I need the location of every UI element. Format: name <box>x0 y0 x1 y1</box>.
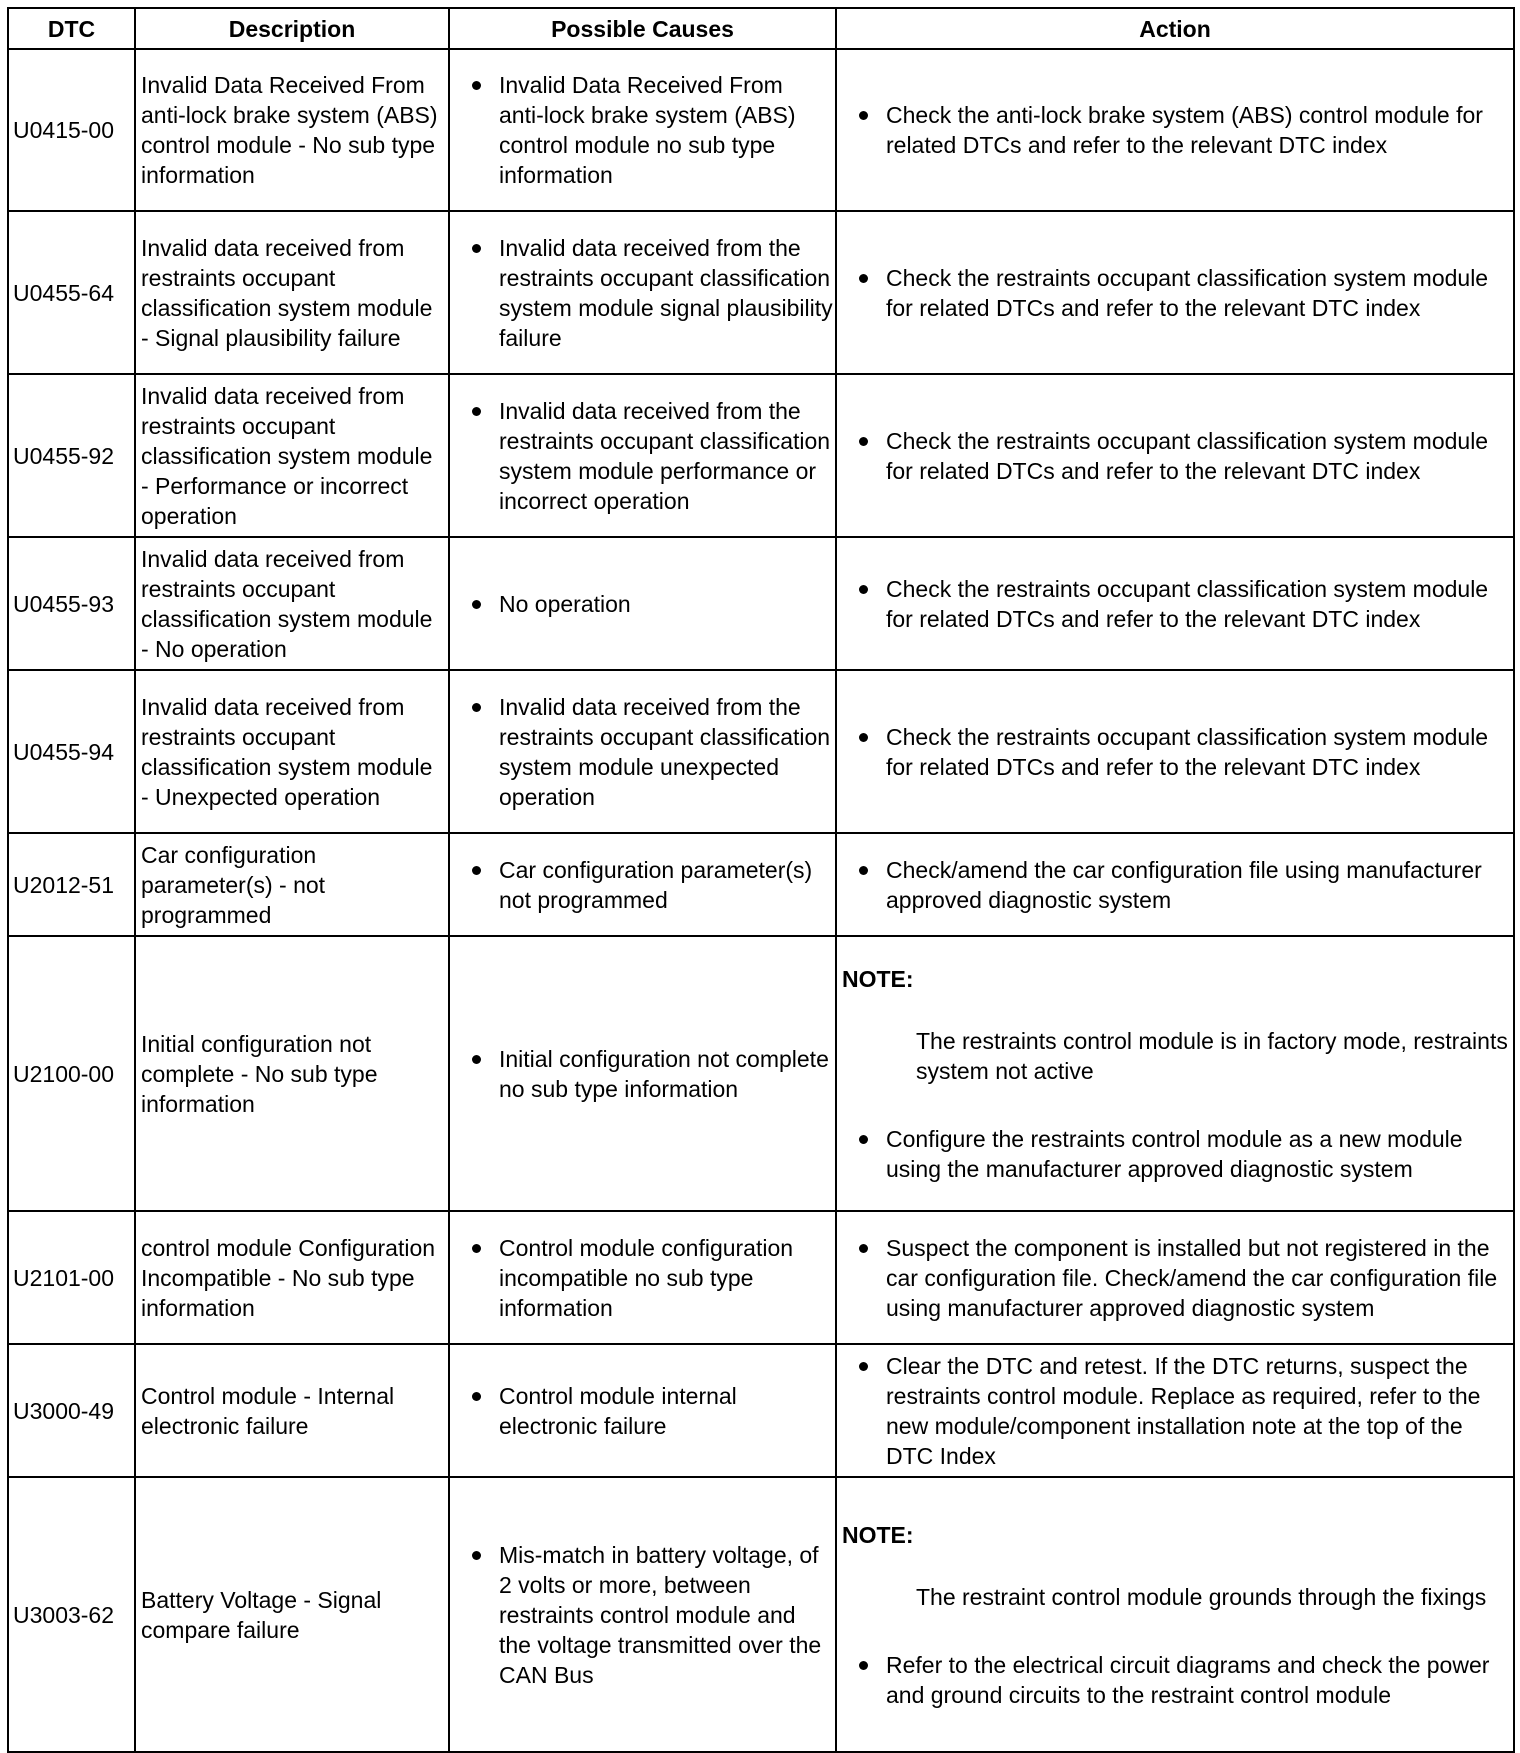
causes-cell <box>449 537 836 670</box>
action-item: Check the anti-lock brake system (ABS) control module for related DTCs and refer to the relevant DTC index <box>842 100 1511 160</box>
cause-item: No operation <box>455 589 833 619</box>
header-possible-causes: Possible Causes <box>449 8 836 49</box>
action-item: Check the restraints occupant classification system module for related DTCs and refer to the relevant DTC index <box>842 426 1511 486</box>
causes-cell <box>449 49 836 211</box>
dtc-code: U0455-92 <box>8 374 135 537</box>
dtc-code: U0455-64 <box>8 211 135 374</box>
header-row <box>8 8 1514 49</box>
table-row <box>8 670 1514 833</box>
header-dtc: DTC <box>8 8 135 49</box>
note-text: The restraints control module is in factory mode, restraints system not active <box>916 1027 1508 1084</box>
description-cell: Car configuration parameter(s) - not programmed <box>135 833 449 936</box>
action-item: Check the restraints occupant classification system module for related DTCs and refer to the relevant DTC index <box>842 263 1511 323</box>
cause-item: Initial configuration not complete no sub type information <box>455 1044 833 1104</box>
causes-cell <box>449 1211 836 1344</box>
dtc-code: U2012-51 <box>8 833 135 936</box>
cause-item: Invalid data received from the restraints occupant classification system module unexpected operation <box>455 692 833 812</box>
causes-cell <box>449 833 836 936</box>
description-cell: Invalid data received from restraints occupant classification system module - Unexpected operation <box>135 670 449 833</box>
action-item: Clear the DTC and retest. If the DTC returns, suspect the restraints control module. Replace as required, refer to the new module/component installation note at the top of the DTC Index <box>842 1351 1511 1471</box>
header-action: Action <box>836 8 1514 49</box>
action-item: Configure the restraints control module as a new module using the manufacturer approved diagnostic system <box>842 1124 1511 1184</box>
cause-item: Control module internal electronic failure <box>455 1381 833 1441</box>
action-cell <box>836 833 1514 936</box>
dtc-code: U3000-49 <box>8 1344 135 1477</box>
note-text: The restraint control module grounds through the fixings <box>916 1583 1487 1610</box>
action-item: Refer to the electrical circuit diagrams and check the power and ground circuits to the restraint control module <box>842 1650 1511 1710</box>
causes-cell <box>449 1477 836 1752</box>
action-cell <box>836 537 1514 670</box>
causes-cell <box>449 670 836 833</box>
table-row <box>8 936 1514 1211</box>
table-row <box>8 211 1514 374</box>
description-cell: Control module - Internal electronic failure <box>135 1344 449 1477</box>
dtc-code: U0415-00 <box>8 49 135 211</box>
dtc-table <box>7 7 1515 1753</box>
dtc-code: U2101-00 <box>8 1211 135 1344</box>
cause-item: Mis-match in battery voltage, of 2 volts or more, between restraints control module and the voltage transmitted over the CAN Bus <box>455 1540 833 1690</box>
dtc-code: U0455-93 <box>8 537 135 670</box>
note-label: NOTE: <box>842 1521 914 1548</box>
note-label: NOTE: <box>842 965 914 992</box>
table-row <box>8 49 1514 211</box>
cause-item: Control module configuration incompatible no sub type information <box>455 1233 833 1323</box>
dtc-code: U3003-62 <box>8 1477 135 1752</box>
action-cell <box>836 374 1514 537</box>
dtc-code: U0455-94 <box>8 670 135 833</box>
causes-cell <box>449 936 836 1211</box>
action-cell <box>836 1344 1514 1477</box>
description-cell: Invalid Data Received From anti-lock brake system (ABS) control module - No sub type information <box>135 49 449 211</box>
cause-item: Invalid data received from the restraints occupant classification system module signal plausibility failure <box>455 233 833 353</box>
action-item: Check the restraints occupant classification system module for related DTCs and refer to the relevant DTC index <box>842 722 1511 782</box>
causes-cell <box>449 1344 836 1477</box>
action-cell <box>836 49 1514 211</box>
cause-item: Invalid data received from the restraints occupant classification system module performance or incorrect operation <box>455 396 833 516</box>
action-item: Check/amend the car configuration file using manufacturer approved diagnostic system <box>842 855 1511 915</box>
description-cell: Invalid data received from restraints occupant classification system module - Performance or incorrect operation <box>135 374 449 537</box>
cause-item: Invalid Data Received From anti-lock brake system (ABS) control module no sub type information <box>455 70 833 190</box>
dtc-code: U2100-00 <box>8 936 135 1211</box>
action-item: Suspect the component is installed but not registered in the car configuration file. Check/amend the car configuration file using manufacturer approved diagnostic system <box>842 1233 1511 1323</box>
table-row <box>8 1344 1514 1477</box>
action-item: Check the restraints occupant classification system module for related DTCs and refer to the relevant DTC index <box>842 574 1511 634</box>
table-row <box>8 374 1514 537</box>
description-cell: Invalid data received from restraints occupant classification system module - No operation <box>135 537 449 670</box>
cause-item: Car configuration parameter(s) not programmed <box>455 855 833 915</box>
table-row <box>8 833 1514 936</box>
action-cell <box>836 211 1514 374</box>
description-cell: control module Configuration Incompatible - No sub type information <box>135 1211 449 1344</box>
action-cell <box>836 1477 1514 1752</box>
causes-cell <box>449 374 836 537</box>
action-cell <box>836 670 1514 833</box>
table-row <box>8 1211 1514 1344</box>
description-cell: Initial configuration not complete - No sub type information <box>135 936 449 1211</box>
description-cell: Invalid data received from restraints occupant classification system module - Signal plausibility failure <box>135 211 449 374</box>
description-cell: Battery Voltage - Signal compare failure <box>135 1477 449 1752</box>
table-row <box>8 537 1514 670</box>
header-description: Description <box>135 8 449 49</box>
action-cell <box>836 1211 1514 1344</box>
causes-cell <box>449 211 836 374</box>
action-cell <box>836 936 1514 1211</box>
table-row <box>8 1477 1514 1752</box>
